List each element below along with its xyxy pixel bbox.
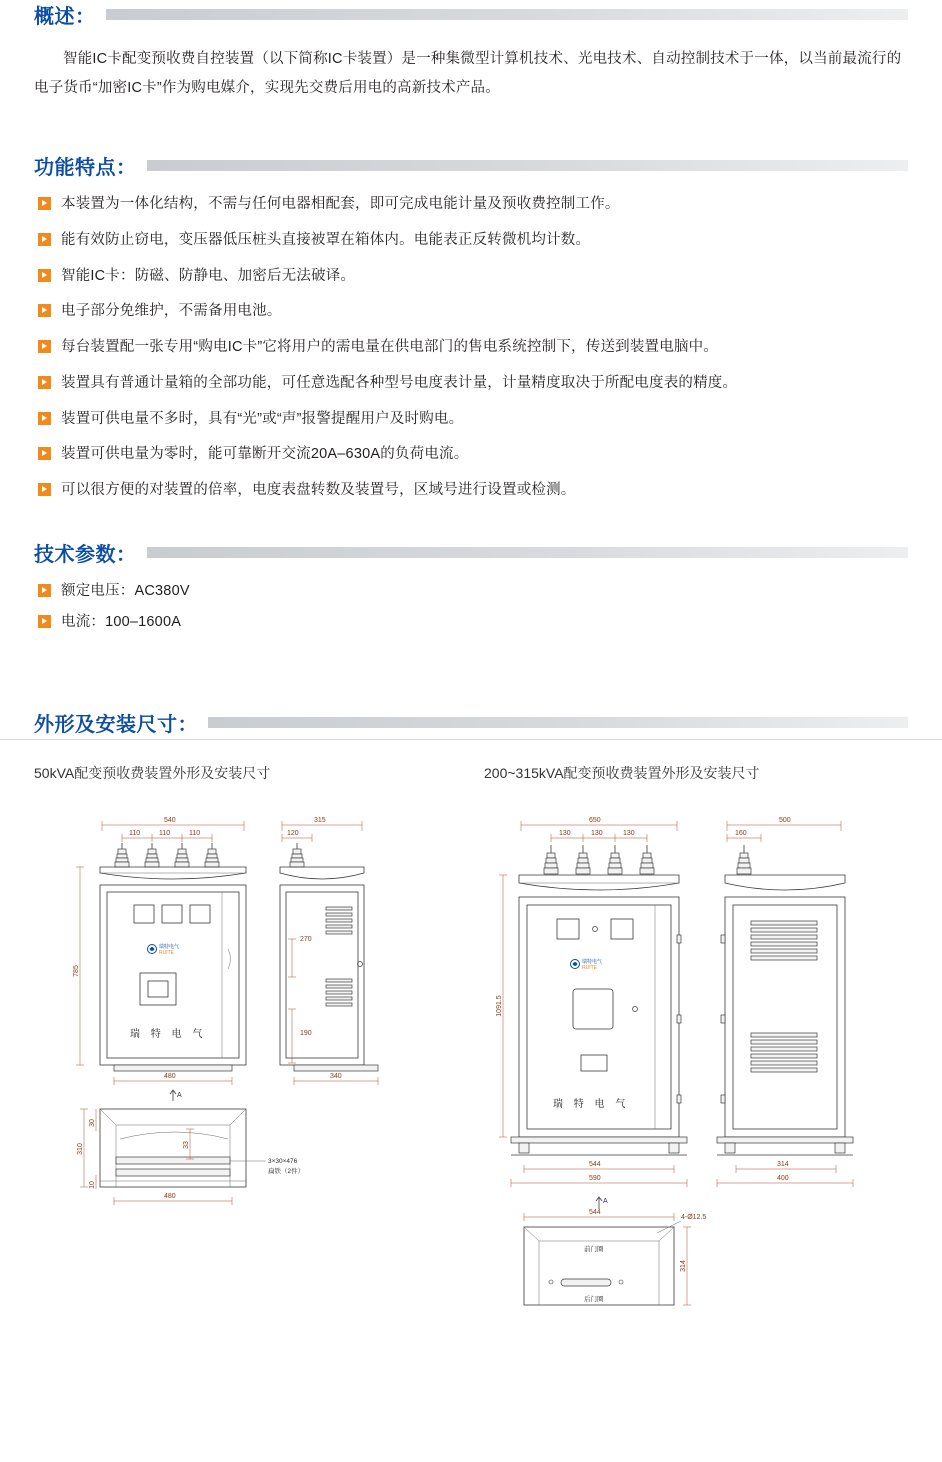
section-arrow-label: A (177, 1092, 182, 1100)
dim-spacing-3: 130 (623, 830, 635, 838)
drawing-50kva (44, 809, 454, 1329)
list-item-label: 装置具有普通计量箱的全部功能，可任意选配各种型号电度表计量，计量精度取决于所配电度表的精度。 (61, 374, 738, 391)
dim-side-lower: 190 (300, 1030, 312, 1038)
dim-base-width-2: 590 (589, 1175, 601, 1183)
dim-front-width: 540 (164, 817, 176, 825)
svg-text:RUITE: RUITE (159, 950, 174, 957)
dim-front-width: 650 (589, 817, 601, 825)
spacer (34, 642, 908, 708)
list-item (34, 337, 908, 359)
section-heading-features (34, 151, 908, 180)
list-item (34, 301, 908, 323)
dim-base-width: 480 (164, 1073, 176, 1081)
drawing-captions (34, 763, 908, 783)
dim-plan-sub2: 33 (183, 1141, 190, 1150)
list-item-label: 额定电压：AC380V (61, 582, 190, 599)
overview-title: 概述： (34, 6, 96, 28)
section-divider (0, 739, 942, 740)
svg-text:瑞特电气: 瑞特电气 (582, 959, 603, 966)
play-arrow-icon (38, 483, 51, 496)
drawing-caption-left: 50kVA配变预收费装置外形及安装尺寸 (34, 765, 271, 782)
list-item (34, 581, 908, 603)
list-item (34, 444, 908, 466)
dim-plan-width: 480 (164, 1193, 176, 1201)
note-rear-door-ring: 后门圈 (584, 1296, 604, 1304)
tech-params-list (34, 581, 908, 634)
heading-bar (106, 9, 909, 20)
svg-text:RUITE: RUITE (582, 965, 597, 972)
spacer (34, 516, 908, 538)
note-flat-iron-spec: 3×30×476 (268, 1158, 298, 1166)
bushing-group (544, 845, 654, 874)
section-heading-tech-params (34, 538, 908, 567)
dim-side-width: 500 (779, 817, 791, 825)
dim-spacing-1: 130 (559, 830, 571, 838)
dim-side-depth: 270 (300, 936, 312, 944)
play-arrow-icon (38, 376, 51, 389)
note-front-door-ring: 前门圈 (584, 1246, 604, 1254)
dim-side-base-1: 314 (777, 1161, 789, 1169)
list-item (34, 266, 908, 288)
overview-paragraph: 智能IC卡配变预收费自控装置（以下简称IC卡装置）是一种集微型计算机技术、光电技术、自动控制技术于一体，以当前最流行的电子货币“加密IC卡”作为购电媒介，实现先交费后用电的高新技术产品。 (34, 51, 902, 96)
list-item (34, 230, 908, 252)
dim-plan-sub1: 30 (89, 1119, 96, 1128)
tech-params-title: 技术参数： (34, 543, 137, 566)
dim-spacing-2: 110 (159, 830, 171, 838)
dim-spacing-2: 130 (591, 830, 603, 838)
dim-spacing-3: 110 (189, 830, 201, 838)
dim-side-base: 340 (330, 1073, 342, 1081)
list-item-label: 电流：100–1600A (61, 613, 182, 630)
section-heading-overview (34, 0, 908, 29)
play-arrow-icon (38, 197, 51, 210)
list-item-label: 本装置为一体化结构，不需与任何电器相配套，即可完成电能计量及预收费控制工作。 (61, 196, 620, 212)
list-item (34, 480, 908, 502)
list-item-label: 每台装置配一张专用“购电IC卡”它将用户的需电量在供电部门的售电系统控制下，传送到装置电脑中。 (61, 339, 719, 355)
dim-plan-sub3: 10 (89, 1181, 96, 1190)
spacer (34, 103, 908, 151)
list-item-label: 电子部分免维护，不需备用电池。 (61, 303, 282, 320)
play-arrow-icon (38, 233, 51, 246)
list-item (34, 409, 908, 431)
bushing-group (115, 843, 219, 867)
heading-bar (147, 160, 909, 171)
dim-plan-hole: 4-Ø12.5 (681, 1214, 707, 1222)
list-item-label: 装置可供电量不多时，具有“光”或“声”报警提醒用户及时购电。 (61, 410, 464, 427)
note-flat-iron-qty: 扁铁（2件） (268, 1168, 305, 1176)
brand-text-front: 瑞 特 电 气 (553, 1099, 630, 1111)
list-item-label: 装置可供电量为零时，能可靠断开交流20A–630A的负荷电流。 (61, 446, 469, 463)
drawing-caption-right: 200~315kVA配变预收费装置外形及安装尺寸 (484, 765, 760, 782)
play-arrow-icon (38, 340, 51, 353)
list-item (34, 612, 908, 634)
features-list (34, 194, 908, 502)
play-arrow-icon (38, 304, 51, 317)
heading-bar (208, 717, 908, 728)
dim-side-width: 315 (314, 817, 326, 825)
play-arrow-icon (38, 615, 51, 628)
svg-text:瑞特电气: 瑞特电气 (159, 944, 180, 951)
dim-spacing-1: 110 (129, 830, 141, 838)
list-item-label: 能有效防止窃电，变压器低压桩头直接被罩在箱体内。电能表正反转微机均计数。 (61, 231, 591, 248)
dimensions-title: 外形及安装尺寸： (34, 714, 198, 737)
drawing-200-315kva (489, 809, 919, 1329)
section-arrow-label: A (603, 1198, 608, 1206)
list-item (34, 194, 908, 216)
dim-side-top: 120 (287, 830, 299, 838)
dim-side-top: 160 (735, 830, 747, 838)
play-arrow-icon (38, 412, 51, 425)
list-item-label: 可以很方便的对装置的倍率，电度表盘转数及装置号，区域号进行设置或检测。 (61, 482, 576, 498)
features-title: 功能特点： (34, 157, 137, 179)
list-item (34, 373, 908, 395)
list-item-label: 智能IC卡：防磁、防静电、加密后无法破译。 (61, 267, 356, 284)
dim-plan-width: 544 (589, 1209, 601, 1217)
play-arrow-icon (38, 269, 51, 282)
dim-base-width-1: 544 (589, 1161, 601, 1169)
dim-side-base-2: 400 (777, 1175, 789, 1183)
dim-front-height: 785 (73, 965, 80, 978)
dim-plan-height: 310 (77, 1143, 84, 1156)
dim-plan-height: 314 (680, 1260, 687, 1273)
heading-bar (147, 547, 909, 558)
technical-drawings (34, 809, 908, 1329)
play-arrow-icon (38, 447, 51, 460)
section-heading-dimensions (34, 708, 908, 737)
brand-text-front: 瑞 特 电 气 (130, 1029, 207, 1041)
play-arrow-icon (38, 584, 51, 597)
dim-front-height: 1091.5 (496, 995, 503, 1017)
